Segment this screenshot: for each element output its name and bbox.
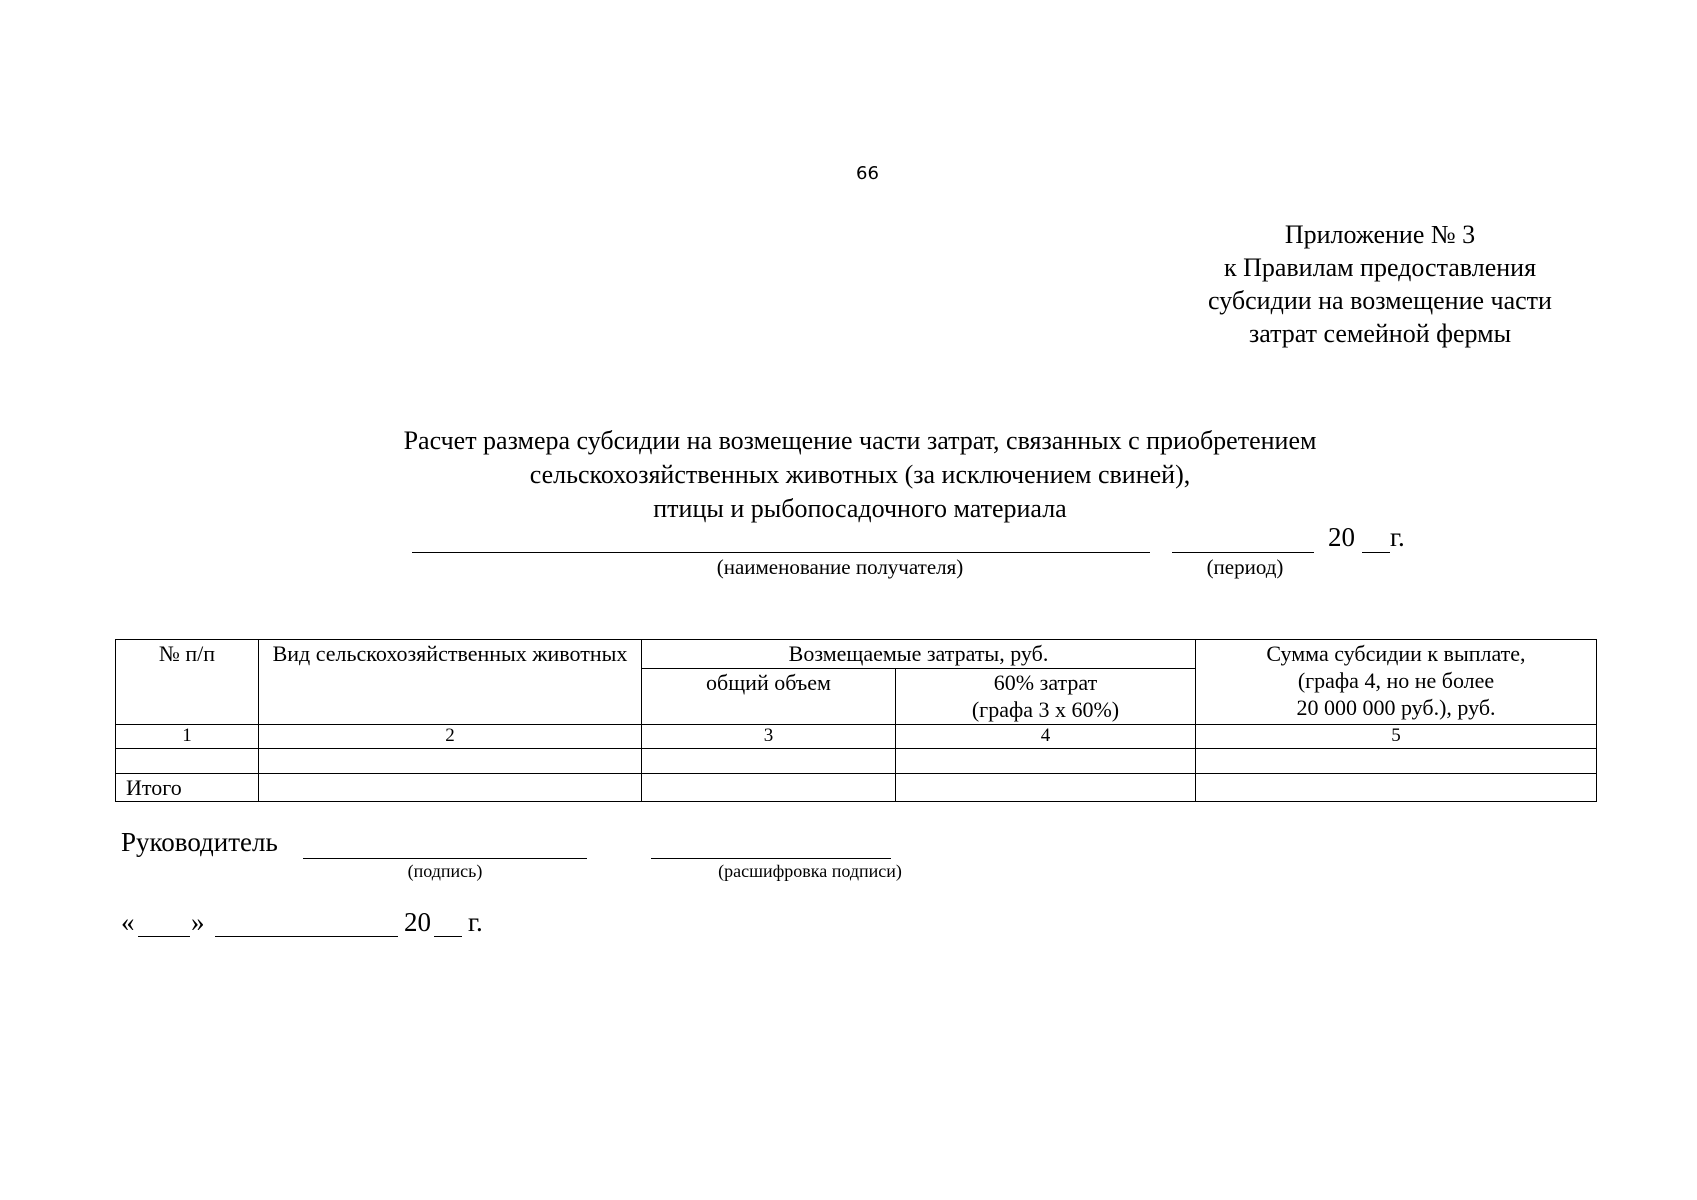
header-sixty-percent-line-2: (графа 3 х 60%)	[971, 697, 1120, 722]
signature-decode-line	[651, 858, 891, 859]
header-num: № п/п	[116, 640, 259, 725]
header-subsidy-sum-line-1: Сумма субсидии к выплате,	[1266, 641, 1526, 666]
header-subsidy-sum-line-3: 20 000 000 руб.), руб.	[1296, 695, 1496, 720]
signature-line	[303, 858, 587, 859]
header-reimbursed-costs: Возмещаемые затраты, руб.	[642, 640, 1196, 669]
table-cell[interactable]	[259, 749, 642, 774]
column-number-1: 1	[116, 725, 259, 749]
table-cell[interactable]	[642, 749, 896, 774]
column-number-4: 4	[896, 725, 1196, 749]
table-cell[interactable]	[1196, 749, 1597, 774]
appendix-line-1: Приложение № 3	[1284, 220, 1476, 249]
period-caption: (период)	[1206, 555, 1284, 579]
subsidy-calculation-table	[115, 639, 1597, 802]
date-year-suffix: г.	[468, 907, 483, 937]
header-subsidy-sum	[1196, 640, 1597, 725]
period-year-blank	[1362, 552, 1390, 553]
table-cell[interactable]	[116, 749, 259, 774]
period-year-prefix: 20	[1328, 522, 1355, 552]
date-day-line	[138, 936, 190, 937]
document-title	[270, 424, 1450, 526]
date-year-prefix: 20	[404, 907, 431, 937]
header-sixty-percent	[896, 669, 1196, 725]
header-animal-type: Вид сельскохозяйственных животных	[259, 640, 642, 725]
appendix-line-4: затрат семейной фермы	[1248, 319, 1512, 348]
title-line-2: сельскохозяйственных животных (за исключением свиней),	[529, 460, 1191, 489]
table-cell[interactable]	[259, 774, 642, 802]
header-row-1	[116, 640, 1597, 669]
empty-data-row	[116, 749, 1597, 774]
appendix-header	[1160, 218, 1600, 350]
total-label: Итого	[116, 774, 259, 802]
title-line-1: Расчет размера субсидии на возмещение части затрат, связанных с приобретением	[403, 426, 1317, 455]
period-line	[1172, 552, 1314, 553]
recipient-name-line	[412, 552, 1150, 553]
header-sixty-percent-line-1: 60% затрат	[993, 670, 1098, 695]
table-cell[interactable]	[896, 749, 1196, 774]
head-label: Руководитель	[121, 827, 278, 857]
total-row	[116, 774, 1597, 802]
column-number-row	[116, 725, 1597, 749]
appendix-line-3: субсидии на возмещение части	[1208, 286, 1552, 315]
date-month-line	[215, 936, 398, 937]
table-cell[interactable]	[642, 774, 896, 802]
signature-caption: (подпись)	[407, 861, 483, 881]
table-cell[interactable]	[896, 774, 1196, 802]
title-line-3: птицы и рыбопосадочного материала	[653, 494, 1067, 523]
recipient-caption: (наименование получателя)	[716, 555, 964, 579]
header-subsidy-sum-line-2: (графа 4, но не более	[1297, 668, 1495, 693]
page-number: 66	[856, 163, 879, 184]
signature-decode-caption: (расшифровка подписи)	[718, 861, 902, 881]
period-year-suffix: г.	[1390, 522, 1405, 552]
date-close-quote: »	[191, 907, 205, 937]
header-total-volume: общий объем	[642, 669, 896, 725]
table-cell[interactable]	[1196, 774, 1597, 802]
date-year-blank	[434, 936, 462, 937]
appendix-line-2: к Правилам предоставления	[1223, 253, 1537, 282]
column-number-3: 3	[642, 725, 896, 749]
column-number-5: 5	[1196, 725, 1597, 749]
column-number-2: 2	[259, 725, 642, 749]
date-open-quote: «	[121, 907, 135, 937]
